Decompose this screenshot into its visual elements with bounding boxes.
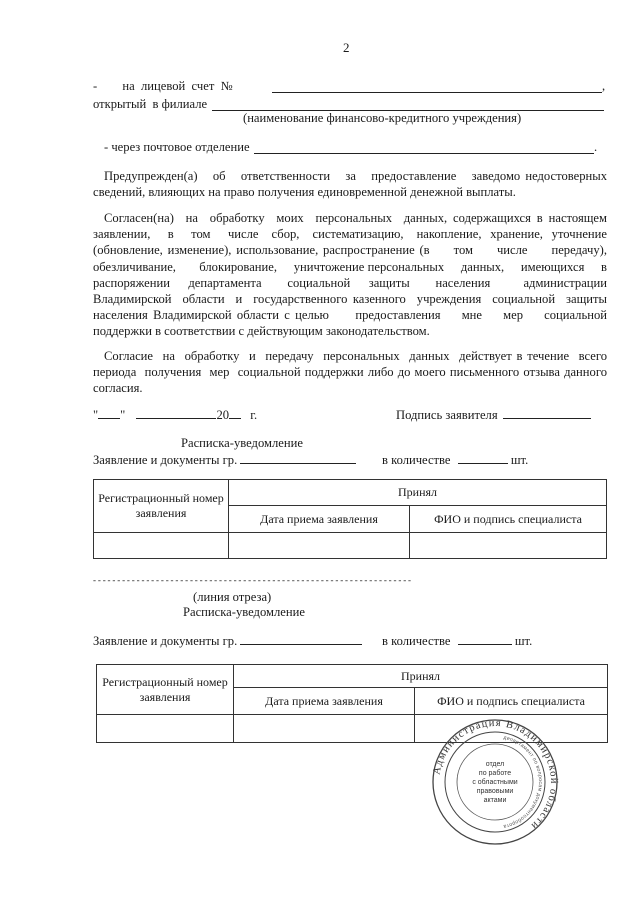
date-line — [93, 406, 257, 423]
applicant-name-field[interactable] — [240, 632, 362, 645]
consent-line: населения Владимирской области с целью предоставления мне мер социальной — [93, 308, 607, 323]
date-column-header: Дата приема заявления — [234, 688, 415, 715]
fio-column-header: ФИО и подпись специалиста — [410, 506, 607, 533]
institution-hint: (наименование финансово-кредитного учреждения) — [243, 111, 522, 125]
receipt-title: Расписка-уведомление — [181, 436, 303, 450]
qty-field[interactable] — [458, 451, 508, 464]
warning-line: сведений, влияющих на право получения единовременной денежной выплаты. — [93, 185, 516, 200]
date-quote-close: " — [120, 408, 126, 422]
account-line — [93, 78, 233, 94]
docs-label: Заявление и документы гр. — [93, 453, 238, 467]
post-label: - через почтовое отделение — [104, 140, 250, 154]
registration-table — [93, 479, 607, 559]
receipt-qty-line — [382, 632, 532, 649]
stamp-center-line: актами — [483, 797, 507, 804]
account-number-field[interactable] — [272, 80, 602, 93]
agreement-line: Согласие на обработку и передачу персональных данных действует в течение всего — [104, 349, 607, 363]
month-field[interactable] — [136, 406, 216, 419]
signature-field[interactable] — [503, 406, 591, 419]
receipt-docs-line — [93, 451, 356, 468]
date-suffix: г. — [250, 408, 258, 422]
agreement-line: согласия. — [93, 381, 143, 396]
date-cell[interactable] — [229, 533, 410, 559]
consent-line: Владимирской области и государственного казенного учреждения социальной защиты — [93, 292, 607, 307]
reg-number-header: Регистрационный номер заявления — [97, 665, 234, 715]
receipt-qty-line — [382, 451, 528, 468]
consent-line: распоряжении департамента социальной защиты населения администрации — [93, 275, 607, 290]
reg-number-cell[interactable] — [94, 533, 229, 559]
year-field[interactable] — [229, 406, 241, 419]
docs-label: Заявление и документы гр. — [93, 634, 238, 648]
qty-label: в количестве — [382, 634, 451, 648]
agreement-paragraph — [93, 348, 607, 397]
qty-field[interactable] — [458, 632, 512, 645]
account-prefix: - на лицевой счет № — [93, 79, 233, 93]
stamp-outer-text: Администрация Владимирской области — [431, 718, 559, 832]
official-stamp — [431, 718, 559, 846]
consent-paragraph — [93, 210, 607, 340]
post-field[interactable] — [254, 141, 594, 154]
page-number: 2 — [343, 40, 350, 55]
warning-paragraph — [93, 168, 607, 200]
consent-line: Согласен(на) на обработку моих персональных данных, содержащихся в настоящем — [104, 211, 607, 225]
accepted-header: Принял — [229, 480, 607, 506]
reg-number-header: Регистрационный номер заявления — [94, 480, 229, 533]
stamp-center-line: по работе — [478, 770, 512, 777]
applicant-name-field[interactable] — [240, 451, 356, 464]
signature-label: Подпись заявителя — [396, 408, 498, 422]
stamp-center-line: правовыми — [476, 788, 514, 795]
account-suffix: , — [602, 79, 606, 93]
agreement-line: периода получения мер социальной поддержки либо до моего письменного отзыва данного — [93, 365, 607, 380]
consent-line: (обновление, изменение), использование, распространение (в том числе передачу), — [93, 243, 607, 258]
cut-line: - - - - - - - - - - - - - - - - - - - - - - - - - - - - - - - - - - - - - - - - - - - - - - - - - - - - - - - - - - - - - - - - - - — [93, 575, 411, 585]
consent-line: заявлении, в том числе сбор, систематизацию, накопление, хранение, уточнение — [93, 227, 607, 242]
stamp-center-line: отдел — [485, 761, 505, 768]
qty-label: в количестве — [382, 453, 451, 467]
cut-label: (линия отреза) — [193, 590, 272, 604]
day-field[interactable] — [98, 406, 120, 419]
qty-unit: шт. — [510, 453, 529, 467]
post-suffix: . — [594, 140, 598, 154]
branch-label: открытый в филиале — [93, 97, 208, 111]
date-quote-open: " — [93, 408, 99, 422]
receipt-title: Расписка-уведомление — [183, 605, 305, 619]
qty-unit: шт. — [514, 634, 533, 648]
stamp-inner-text: департамент по вопросам документооборота — [502, 734, 544, 830]
date-cell[interactable] — [234, 715, 415, 743]
warning-line: Предупрежден(а) об ответственности за предоставление заведомо недостоверных — [104, 169, 607, 183]
signature-line — [396, 406, 591, 423]
fio-cell[interactable] — [410, 533, 607, 559]
accepted-header: Принял — [234, 665, 608, 688]
consent-line: поддержки в соответствии с действующим законодательством. — [93, 324, 430, 339]
stamp-center-line: с областными — [472, 779, 518, 786]
reg-number-cell[interactable] — [97, 715, 234, 743]
receipt-docs-line — [93, 632, 362, 649]
date-column-header: Дата приема заявления — [229, 506, 410, 533]
fio-column-header: ФИО и подпись специалиста — [415, 688, 608, 715]
consent-line: обезличивание, блокирование, уничтожение персональных данных, имеющихся в — [93, 259, 607, 274]
date-year: 20 — [216, 408, 230, 422]
